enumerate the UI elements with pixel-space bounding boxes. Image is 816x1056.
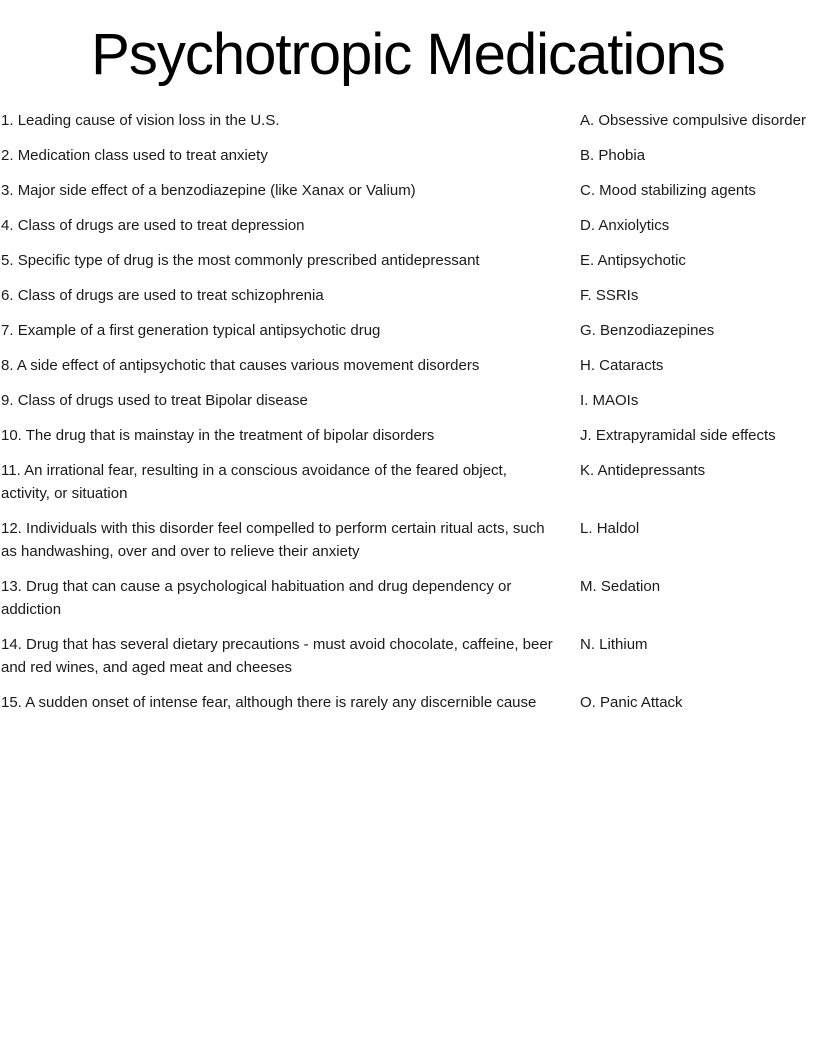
match-row-14 <box>1 633 816 679</box>
match-row-13 <box>1 575 816 621</box>
clue-text: Class of drugs are used to treat schizophrenia <box>17 287 324 304</box>
match-row-15 <box>1 691 816 714</box>
answer-letter: E. <box>580 252 595 269</box>
clue-text: Major side effect of a benzodiazepine (like Xanax or Valium) <box>17 182 416 199</box>
clue-text: An irrational fear, resulting in a conscious avoidance of the feared object, activity, or situation <box>1 462 507 502</box>
clue-6 <box>1 284 580 307</box>
answer-a <box>580 109 816 132</box>
clue-number: 13. <box>1 578 22 595</box>
answer-h <box>580 354 816 377</box>
answer-text: Extrapyramidal side effects <box>595 427 776 444</box>
answer-i <box>580 389 816 412</box>
match-row-11 <box>1 459 816 505</box>
answer-d <box>580 214 816 237</box>
clue-11 <box>1 459 580 505</box>
clue-text: Leading cause of vision loss in the U.S. <box>17 112 280 129</box>
answer-c <box>580 179 816 202</box>
clue-number: 8. <box>1 357 14 374</box>
match-row-3 <box>1 179 816 202</box>
match-row-4 <box>1 214 816 237</box>
clue-text: Class of drugs used to treat Bipolar disease <box>17 392 308 409</box>
answer-letter: C. <box>580 182 595 199</box>
answer-f <box>580 284 816 307</box>
clue-10 <box>1 424 580 447</box>
answer-text: Sedation <box>600 578 661 595</box>
clue-4 <box>1 214 580 237</box>
match-row-5 <box>1 249 816 272</box>
clue-number: 9. <box>1 392 14 409</box>
answer-letter: B. <box>580 147 595 164</box>
clue-number: 4. <box>1 217 14 234</box>
clue-1 <box>1 109 580 132</box>
answer-letter: H. <box>580 357 595 374</box>
clue-9 <box>1 389 580 412</box>
clue-13 <box>1 575 580 621</box>
answer-letter: J. <box>580 427 592 444</box>
clue-5 <box>1 249 580 272</box>
answer-letter: D. <box>580 217 595 234</box>
answer-n <box>580 633 816 679</box>
page-title: Psychotropic Medications <box>91 22 725 87</box>
answer-letter: A. <box>580 112 595 129</box>
clue-number: 1. <box>1 112 14 129</box>
clue-text: Example of a first generation typical antipsychotic drug <box>17 322 381 339</box>
answer-text: Panic Attack <box>600 694 683 711</box>
answer-text: Haldol <box>596 520 640 537</box>
clue-text: Medication class used to treat anxiety <box>17 147 268 164</box>
clue-text: A sudden onset of intense fear, although there is rarely any discernible cause <box>25 694 537 711</box>
match-row-8 <box>1 354 816 377</box>
clue-text: Specific type of drug is the most commonly prescribed antidepressant <box>17 252 480 269</box>
answer-o <box>580 691 816 714</box>
clue-number: 11. <box>1 462 21 479</box>
answer-text: Antidepressants <box>597 462 706 479</box>
answer-text: Obsessive compulsive disorder <box>598 112 806 129</box>
clue-number: 10. <box>1 427 22 444</box>
answer-letter: G. <box>580 322 596 339</box>
answer-text: MAOIs <box>592 392 639 409</box>
clue-number: 3. <box>1 182 14 199</box>
answer-j <box>580 424 816 447</box>
clue-number: 2. <box>1 147 14 164</box>
match-row-1 <box>1 109 816 132</box>
answer-text: SSRIs <box>595 287 639 304</box>
answer-letter: N. <box>580 636 595 653</box>
answer-text: Cataracts <box>599 357 664 374</box>
answer-letter: K. <box>580 462 595 479</box>
answer-text: Lithium <box>599 636 648 653</box>
match-row-7 <box>1 319 816 342</box>
answer-letter: I. <box>580 392 589 409</box>
answer-text: Benzodiazepines <box>600 322 715 339</box>
answer-g <box>580 319 816 342</box>
answer-k <box>580 459 816 505</box>
clue-text: Drug that has several dietary precautions - must avoid chocolate, caffeine, beer and red wines, and aged meat and cheeses <box>1 636 553 676</box>
match-row-10 <box>1 424 816 447</box>
match-row-12 <box>1 517 816 563</box>
clue-number: 6. <box>1 287 14 304</box>
answer-m <box>580 575 816 621</box>
answer-text: Mood stabilizing agents <box>599 182 756 199</box>
clue-number: 15. <box>1 694 22 711</box>
clue-text: The drug that is mainstay in the treatment of bipolar disorders <box>25 427 435 444</box>
answer-b <box>580 144 816 167</box>
match-row-6 <box>1 284 816 307</box>
clue-number: 12. <box>1 520 22 537</box>
clue-7 <box>1 319 580 342</box>
answer-text: Antipsychotic <box>597 252 686 269</box>
answer-l <box>580 517 816 563</box>
answer-letter: O. <box>580 694 596 711</box>
clue-text: Class of drugs are used to treat depression <box>17 217 305 234</box>
clue-text: Drug that can cause a psychological habituation and drug dependency or addiction <box>1 578 512 618</box>
clue-12 <box>1 517 580 563</box>
answer-letter: L. <box>580 520 593 537</box>
answer-letter: M. <box>580 578 597 595</box>
clue-3 <box>1 179 580 202</box>
answer-text: Phobia <box>598 147 646 164</box>
clue-text: A side effect of antipsychotic that causes various movement disorders <box>16 357 480 374</box>
clue-text: Individuals with this disorder feel compelled to perform certain ritual acts, such as handwashing, over and over to relieve their anxiety <box>1 520 545 560</box>
clue-number: 5. <box>1 252 14 269</box>
answer-text: Anxiolytics <box>598 217 670 234</box>
match-row-2 <box>1 144 816 167</box>
clue-2 <box>1 144 580 167</box>
clue-8 <box>1 354 580 377</box>
answer-e <box>580 249 816 272</box>
match-row-9 <box>1 389 816 412</box>
clue-number: 14. <box>1 636 22 653</box>
clue-number: 7. <box>1 322 14 339</box>
answer-letter: F. <box>580 287 592 304</box>
clue-15 <box>1 691 580 714</box>
matching-table <box>0 109 816 714</box>
clue-14 <box>1 633 580 679</box>
